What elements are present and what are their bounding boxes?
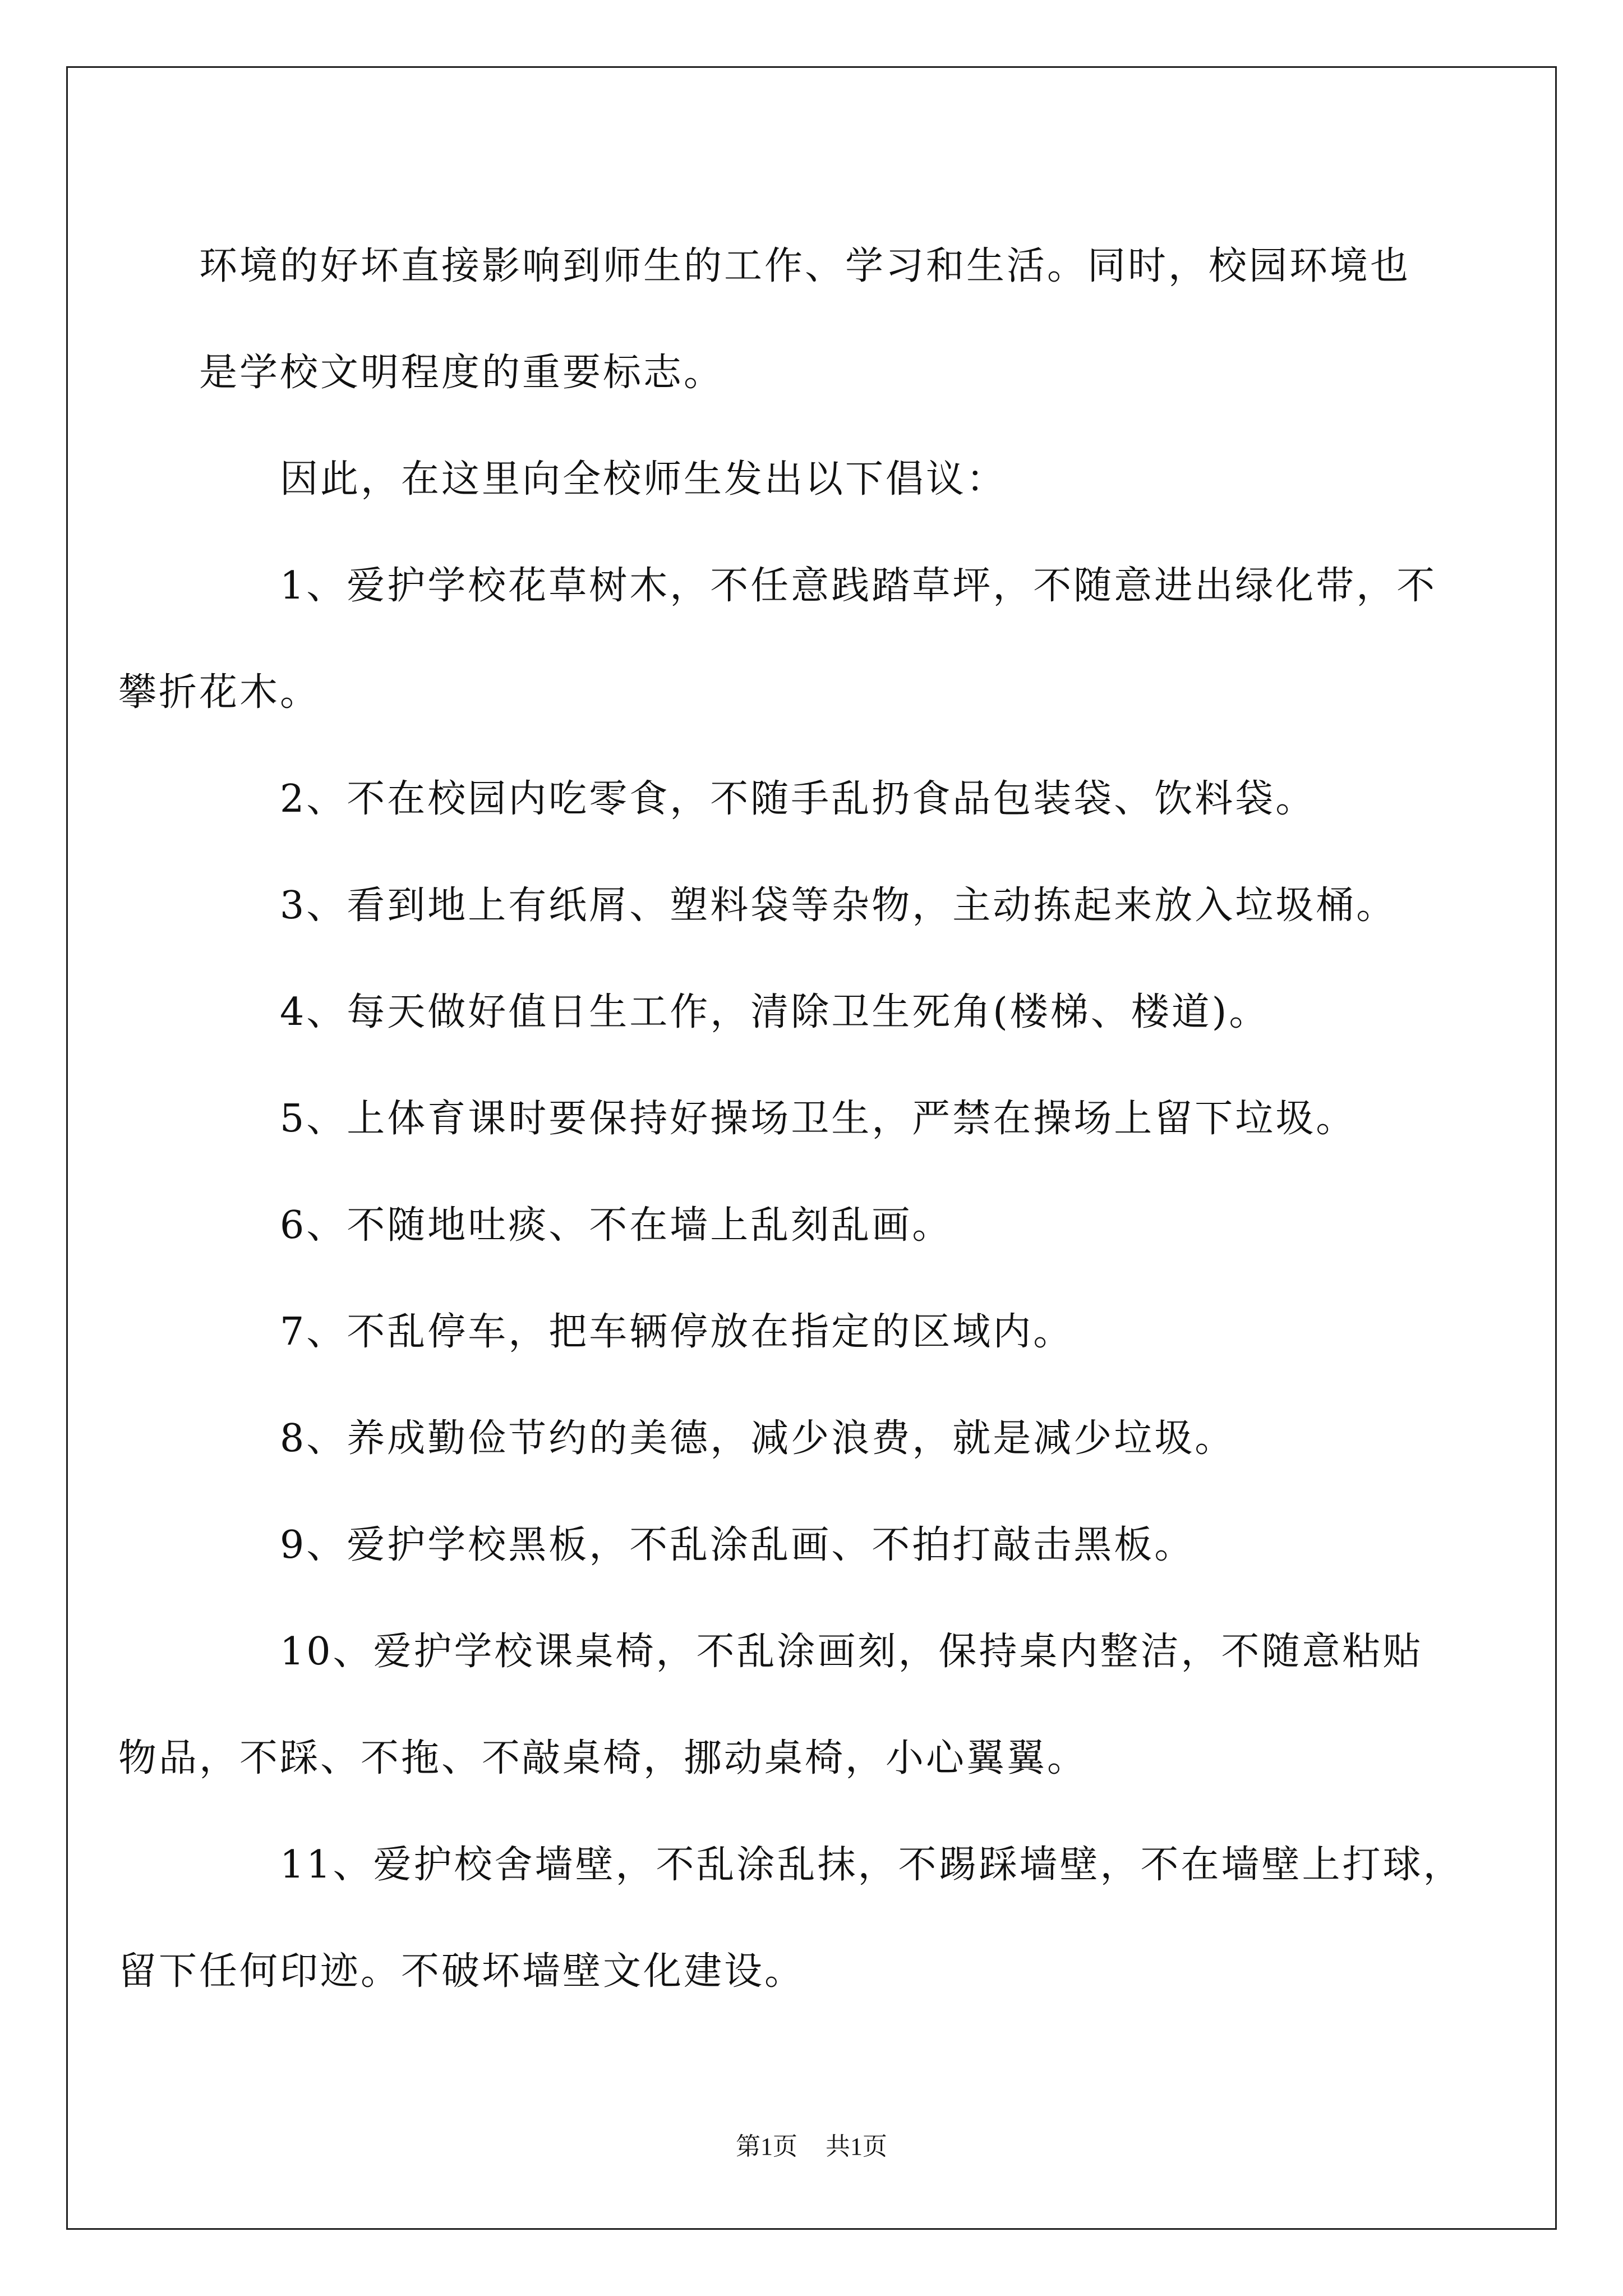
list-item-10 [118, 1599, 1433, 1812]
text-line: 4、每天做好值日生工作，清除卫生死角(楼梯、楼道)。 [280, 990, 1270, 1034]
text-line: 3、看到地上有纸屑、塑料袋等杂物，主动拣起来放入垃圾桶。 [280, 884, 1397, 928]
list-item-3 [199, 853, 1433, 959]
list-item-4 [199, 959, 1433, 1066]
paragraph-intro [199, 213, 1433, 426]
list-item-8 [199, 1386, 1433, 1492]
page-number-current: 第1页 [736, 2133, 797, 2160]
text-line: 因此，在这里向全校师生发出以下倡议： [280, 457, 1007, 501]
text-line: 攀折花木。 [118, 670, 321, 715]
text-line: 11、爱护校舍墙壁，不乱涂乱抹，不踢踩墙壁，不在墙壁上打球， [280, 1843, 1464, 1887]
text-line: 9、爱护学校黑板，不乱涂乱画、不拍打敲击黑板。 [280, 1523, 1195, 1567]
list-item-5 [199, 1066, 1433, 1172]
text-line: 1、爱护学校花草树木，不任意践踏草坪，不随意进出绿化带，不 [280, 564, 1437, 608]
text-line: 物品，不踩、不拖、不敲桌椅，挪动桌椅，小心翼翼。 [118, 1736, 1088, 1780]
text-line: 7、不乱停车，把车辆停放在指定的区域内。 [280, 1310, 1074, 1354]
list-item-11 [118, 1812, 1464, 2025]
text-line: 留下任何印迹。不破坏墙壁文化建设。 [118, 1949, 805, 1994]
list-item-1 [118, 533, 1437, 746]
text-line: 5、上体育课时要保持好操场卫生，严禁在操场上留下垃圾。 [280, 1097, 1357, 1141]
list-item-9 [199, 1492, 1433, 1599]
paragraph-proposal-lead [199, 426, 1433, 533]
text-line: 6、不随地吐痰、不在墙上乱刻乱画。 [280, 1203, 953, 1248]
text-line: 10、爱护学校课桌椅，不乱涂画刻，保持桌内整洁，不随意粘贴 [280, 1630, 1423, 1674]
list-item-2 [199, 746, 1433, 853]
list-item-6 [199, 1172, 1433, 1279]
text-line: 8、养成勤俭节约的美德，减少浪费，就是减少垃圾。 [280, 1416, 1235, 1461]
text-line: 是学校文明程度的重要标志。 [199, 351, 725, 395]
list-item-7 [199, 1279, 1433, 1386]
page-footer [0, 2126, 1623, 2162]
text-line: 2、不在校园内吃零食，不随手乱扔食品包装袋、饮料袋。 [280, 777, 1316, 821]
page-number-total: 共1页 [826, 2133, 887, 2160]
text-line: 环境的好坏直接影响到师生的工作、学习和生活。同时，校园环境也 [199, 244, 1411, 288]
document-body [118, 213, 1464, 2025]
